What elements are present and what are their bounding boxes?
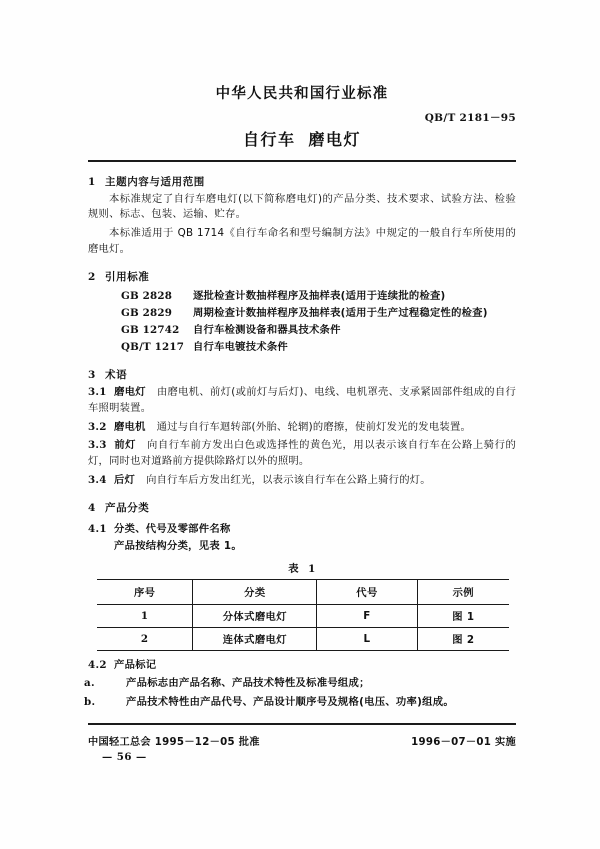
approval-text: 中国轻工总会 1995－12－05 批准 [88, 737, 260, 749]
list-item [121, 305, 516, 322]
list-item [84, 695, 516, 711]
section-4-1-title: 分类、代号及零部件名称 [114, 523, 231, 536]
reference-code: GB 12742 [121, 323, 180, 336]
cell-seq: 2 [97, 627, 193, 650]
term-name: 磨电机 [114, 420, 146, 433]
term-label: 3.3 [88, 439, 107, 452]
column-header-seq: 序号 [97, 580, 193, 605]
term-label: 3.4 [88, 473, 107, 486]
section-1-paragraph-1: 本标准规定了自行车磨电灯(以下简称磨电灯)的产品分类、技术要求、试验方法、检验规则、标志、包装、运输、贮存。 [88, 192, 516, 221]
page-content [84, 0, 517, 764]
list-item [84, 676, 516, 692]
section-3-number: 3 [88, 369, 96, 382]
national-standard-label: 中华人民共和国行业标准 [215, 86, 389, 102]
page-title-part1: 自行车 [242, 130, 296, 150]
section-1-title: 主题内容与适用范围 [105, 175, 205, 188]
table-body [97, 604, 509, 650]
section-4-1-label: 4.1 [88, 523, 107, 536]
item-text: 产品技术特性由产品代号、产品设计顺序号及规格(电压、功率)组成。 [126, 696, 454, 709]
list-item [121, 288, 516, 305]
section-4-1-heading [88, 522, 516, 537]
table-1-caption [88, 560, 516, 575]
page-title-part2: 磨电灯 [308, 130, 362, 150]
term-entry-3-4 [88, 473, 516, 489]
footer [88, 733, 516, 748]
section-1-paragraph-2: 本标准适用于 QB 1714《自行车命名和型号编制方法》中规定的一般自行车所使用的磨电灯。 [88, 227, 516, 255]
reference-title: 自行车电镀技术条件 [193, 340, 288, 353]
reference-title: 周期检查计数抽样程序及抽样表(适用于生产过程稳定性的检查) [193, 307, 488, 320]
footer-divider [88, 723, 516, 725]
section-2-number: 2 [88, 271, 96, 284]
reference-title: 逐批检查计数抽样程序及抽样表(适用于连续批的检查) [193, 290, 446, 303]
cell-code: F [317, 604, 417, 627]
term-entry-3-3 [88, 438, 516, 469]
cell-category: 分体式磨电灯 [193, 604, 317, 627]
table-caption-number: 1 [308, 563, 316, 576]
item-marker: b. [84, 696, 96, 709]
term-definition: 向自行车前方发出白色或选择性的黄色光，用以表示该自行车在公路上骑行的灯，同时也对道路前方提供除路灯以外的照明。 [88, 439, 517, 467]
standard-number: QB/T 2181－95 [424, 112, 516, 125]
list-item [121, 322, 516, 339]
item-text: 产品标志由产品名称、产品技术特性及标准号组成； [126, 677, 370, 690]
column-header-category: 分类 [193, 580, 317, 605]
section-4-heading [88, 501, 516, 515]
section-4-2-title: 产品标记 [114, 658, 157, 671]
cell-code: L [317, 627, 417, 650]
section-1-number: 1 [88, 175, 96, 188]
section-3-title: 术语 [105, 369, 128, 382]
section-2-title: 引用标准 [105, 271, 150, 284]
section-2-heading [88, 270, 516, 284]
section-4-2-heading [88, 658, 516, 673]
table-header [97, 580, 509, 605]
table-header-row [97, 580, 509, 605]
term-definition: 向自行车后方发出红光，以表示该自行车在公路上骑行的灯。 [146, 473, 431, 486]
term-definition: 通过与自行车迴转部(外胎、轮辋)的磨擦，使前灯发光的发电装置。 [156, 420, 472, 433]
reference-code: GB 2828 [121, 290, 173, 303]
table-row [97, 604, 509, 627]
item-marker: a. [84, 677, 95, 690]
reference-code: GB 2829 [121, 307, 173, 320]
section-4-number: 4 [88, 502, 96, 515]
section-4-title: 产品分类 [105, 502, 150, 515]
term-entry-3-2 [88, 420, 516, 436]
section-4-2-label: 4.2 [88, 658, 107, 671]
page-number: — 56 — [102, 751, 147, 764]
term-name: 后灯 [114, 473, 136, 486]
implementation-text: 1996－07－01 实施 [411, 737, 516, 749]
cell-category: 连体式磨电灯 [193, 627, 317, 650]
column-header-code: 代号 [317, 580, 417, 605]
header-divider [88, 160, 516, 162]
column-header-example: 示例 [417, 580, 509, 605]
reference-title: 自行车检测设备和器具技术条件 [193, 323, 341, 336]
term-entry-3-1 [88, 385, 516, 416]
page-title [88, 130, 516, 149]
classification-table [97, 579, 509, 651]
term-name: 前灯 [114, 439, 137, 452]
standard-number-row [88, 110, 516, 126]
section-3-heading [88, 368, 516, 382]
cell-seq: 1 [97, 604, 193, 627]
section-4-1-text: 产品按结构分类，见表 1。 [114, 539, 242, 552]
reference-code: QB/T 1217 [121, 340, 185, 353]
cell-example: 图 1 [417, 604, 509, 627]
list-item [121, 339, 516, 356]
term-name: 磨电灯 [114, 386, 146, 399]
table-caption-prefix: 表 [288, 563, 300, 576]
table-row [97, 627, 509, 650]
term-label: 3.2 [88, 420, 107, 433]
term-label: 3.1 [88, 386, 107, 399]
section-1-heading [88, 175, 516, 189]
cell-example: 图 2 [417, 627, 509, 650]
term-definition: 由磨电机、前灯(或前灯与后灯)、电线、电机罩壳、支承紧固部件组成的自行车照明装置。 [88, 386, 516, 414]
referenced-standards-list [88, 288, 516, 355]
